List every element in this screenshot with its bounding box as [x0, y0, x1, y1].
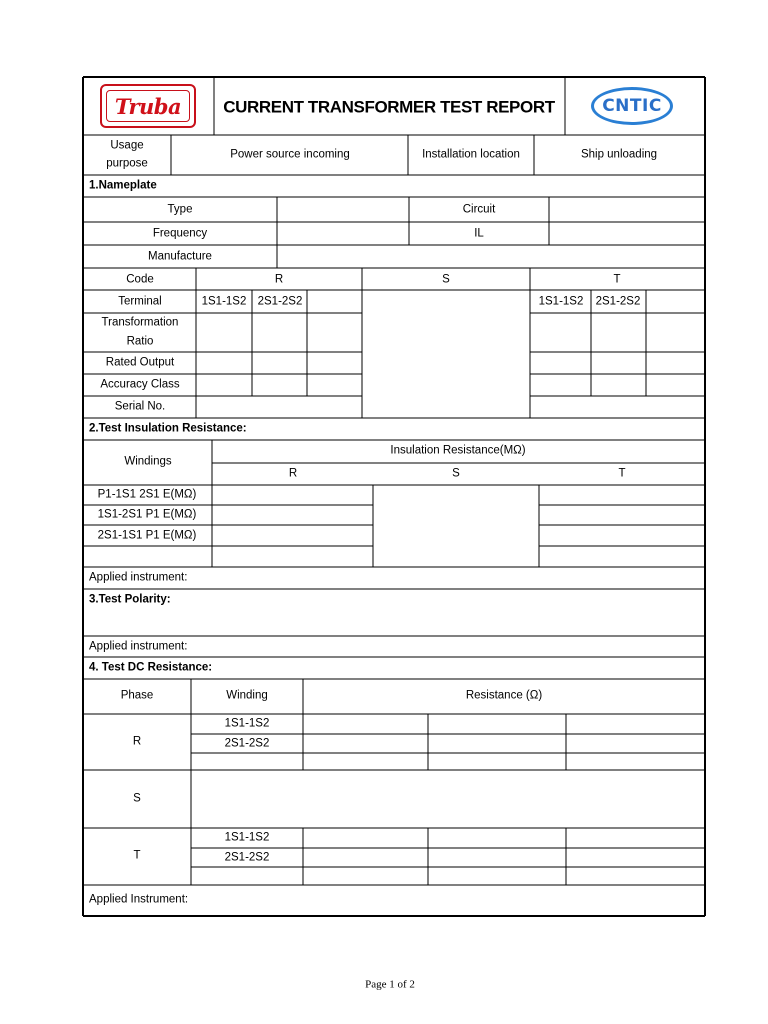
dc-t-winding-2: 2S1-2S2 [224, 851, 270, 864]
serial-no-label: Serial No. [114, 400, 166, 413]
insulation-row-2: 1S1-2S1 P1 E(MΩ) [97, 508, 197, 521]
terminal-label: Terminal [118, 295, 162, 308]
cntic-logo [591, 87, 673, 125]
terminal-r-1: 1S1-1S2 [201, 295, 247, 308]
dc-t-winding-1: 1S1-1S2 [224, 831, 270, 844]
polarity-heading: 3.Test Polarity: [89, 593, 171, 606]
insulation-row-1: P1-1S1 2S1 E(MΩ) [97, 488, 197, 501]
code-phase-t: T [613, 273, 621, 286]
dc-phase-r: R [132, 735, 142, 748]
manufacture-label: Manufacture [148, 250, 212, 263]
dc-heading: 4. Test DC Resistance: [89, 661, 213, 674]
terminal-r-2: 2S1-2S2 [257, 295, 303, 308]
dc-r-winding-1: 1S1-1S2 [224, 717, 270, 730]
ratio-label-line2: Ratio [126, 335, 154, 348]
ratio-label-line1: Transformation [101, 316, 179, 329]
dc-phase-header: Phase [120, 689, 154, 702]
dc-r-winding-2: 2S1-2S2 [224, 737, 270, 750]
polarity-instrument-label: Applied instrument: [89, 640, 188, 653]
usage-label-line1: Usage [110, 139, 144, 152]
nameplate-heading: 1.Nameplate [89, 179, 157, 192]
truba-logo-text: Truba [114, 93, 182, 119]
dc-phase-s: S [133, 792, 141, 805]
cntic-logo-text: CNTIC [602, 96, 662, 116]
usage-value: Power source incoming [230, 148, 350, 161]
dc-phase-t: T [133, 849, 141, 862]
dc-resistance-header: Resistance (Ω) [465, 689, 543, 702]
code-label: Code [126, 273, 154, 286]
truba-logo [100, 84, 196, 128]
location-label: Installation location [422, 148, 520, 161]
insulation-resistance-label: Insulation Resistance(MΩ) [390, 444, 526, 457]
terminal-t-1: 1S1-1S2 [538, 295, 584, 308]
circuit-label: Circuit [462, 203, 496, 216]
insulation-col-t: T [618, 467, 626, 480]
code-phase-r: R [274, 273, 284, 286]
insulation-col-r: R [288, 467, 298, 480]
type-label: Type [167, 203, 193, 216]
code-phase-s: S [442, 273, 450, 286]
report-title: CURRENT TRANSFORMER TEST REPORT [223, 97, 555, 117]
windings-label: Windings [124, 455, 172, 468]
page-number: Page 1 of 2 [365, 978, 415, 991]
accuracy-class-label: Accuracy Class [100, 378, 180, 391]
insulation-heading: 2.Test Insulation Resistance: [89, 422, 247, 435]
frequency-label: Frequency [152, 227, 208, 240]
insulation-row-3: 2S1-1S1 P1 E(MΩ) [97, 529, 197, 542]
dc-winding-header: Winding [226, 689, 268, 702]
insulation-instrument-label: Applied instrument: [89, 571, 188, 584]
il-label: IL [474, 227, 484, 240]
rated-output-label: Rated Output [105, 356, 175, 369]
terminal-t-2: 2S1-2S2 [595, 295, 641, 308]
location-value: Ship unloading [580, 148, 658, 161]
dc-instrument-label: Applied Instrument: [89, 893, 189, 906]
insulation-col-s: S [452, 467, 460, 480]
usage-label-line2: purpose [106, 157, 148, 170]
